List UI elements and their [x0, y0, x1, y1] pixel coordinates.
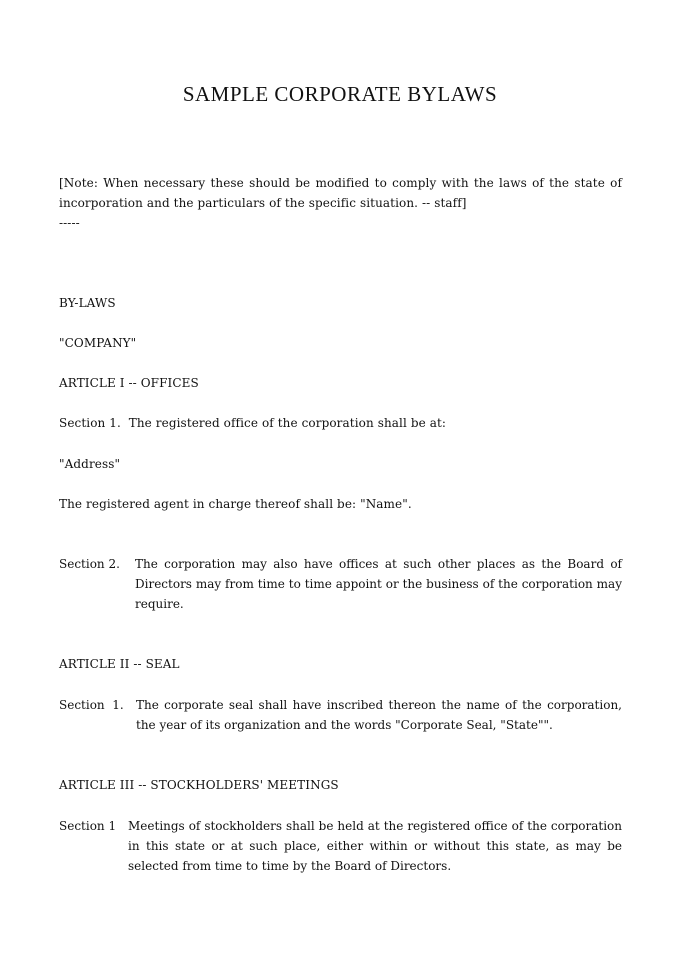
article-2-heading: ARTICLE II -- SEAL	[59, 657, 180, 671]
article-1-section-1: Section 1. The registered office of the corporation shall be at:	[59, 416, 447, 430]
registered-address: "Address"	[59, 457, 121, 471]
article-1-heading: ARTICLE I -- OFFICES	[59, 376, 199, 390]
company-name: "COMPANY"	[59, 336, 137, 350]
section-label: Section 1.	[59, 698, 124, 712]
section-body: The corporate seal shall have inscribed thereon the name of the corporation, the year of its organization and the words "Corporate Seal, "State"".	[136, 698, 622, 732]
separator-line: -----	[59, 216, 80, 230]
article-3-section-1	[59, 816, 622, 876]
document-title: SAMPLE CORPORATE BYLAWS	[182, 82, 498, 106]
registered-agent: The registered agent in charge thereof shall be: "Name".	[59, 497, 412, 511]
editor-note: [Note: When necessary these should be modified to comply with the laws of the state of incorporation and the particulars of the specific situation. -- staff]	[59, 176, 622, 210]
article-1-section-2	[59, 554, 622, 614]
section-body: The corporation may also have offices at such other places as the Board of Directors may from time to time appoint or the business of the corporation may require.	[135, 557, 622, 611]
section-label: Section 1	[59, 819, 117, 833]
article-2-section-1	[59, 695, 622, 735]
section-label: Section 2.	[59, 557, 120, 571]
section-body: Meetings of stockholders shall be held at the registered office of the corporation in this state or at such place, either within or without this state, as may be selected from time to time by the Board of Directors.	[128, 819, 622, 873]
bylaws-heading: BY-LAWS	[59, 296, 116, 310]
article-3-heading: ARTICLE III -- STOCKHOLDERS' MEETINGS	[59, 778, 339, 792]
